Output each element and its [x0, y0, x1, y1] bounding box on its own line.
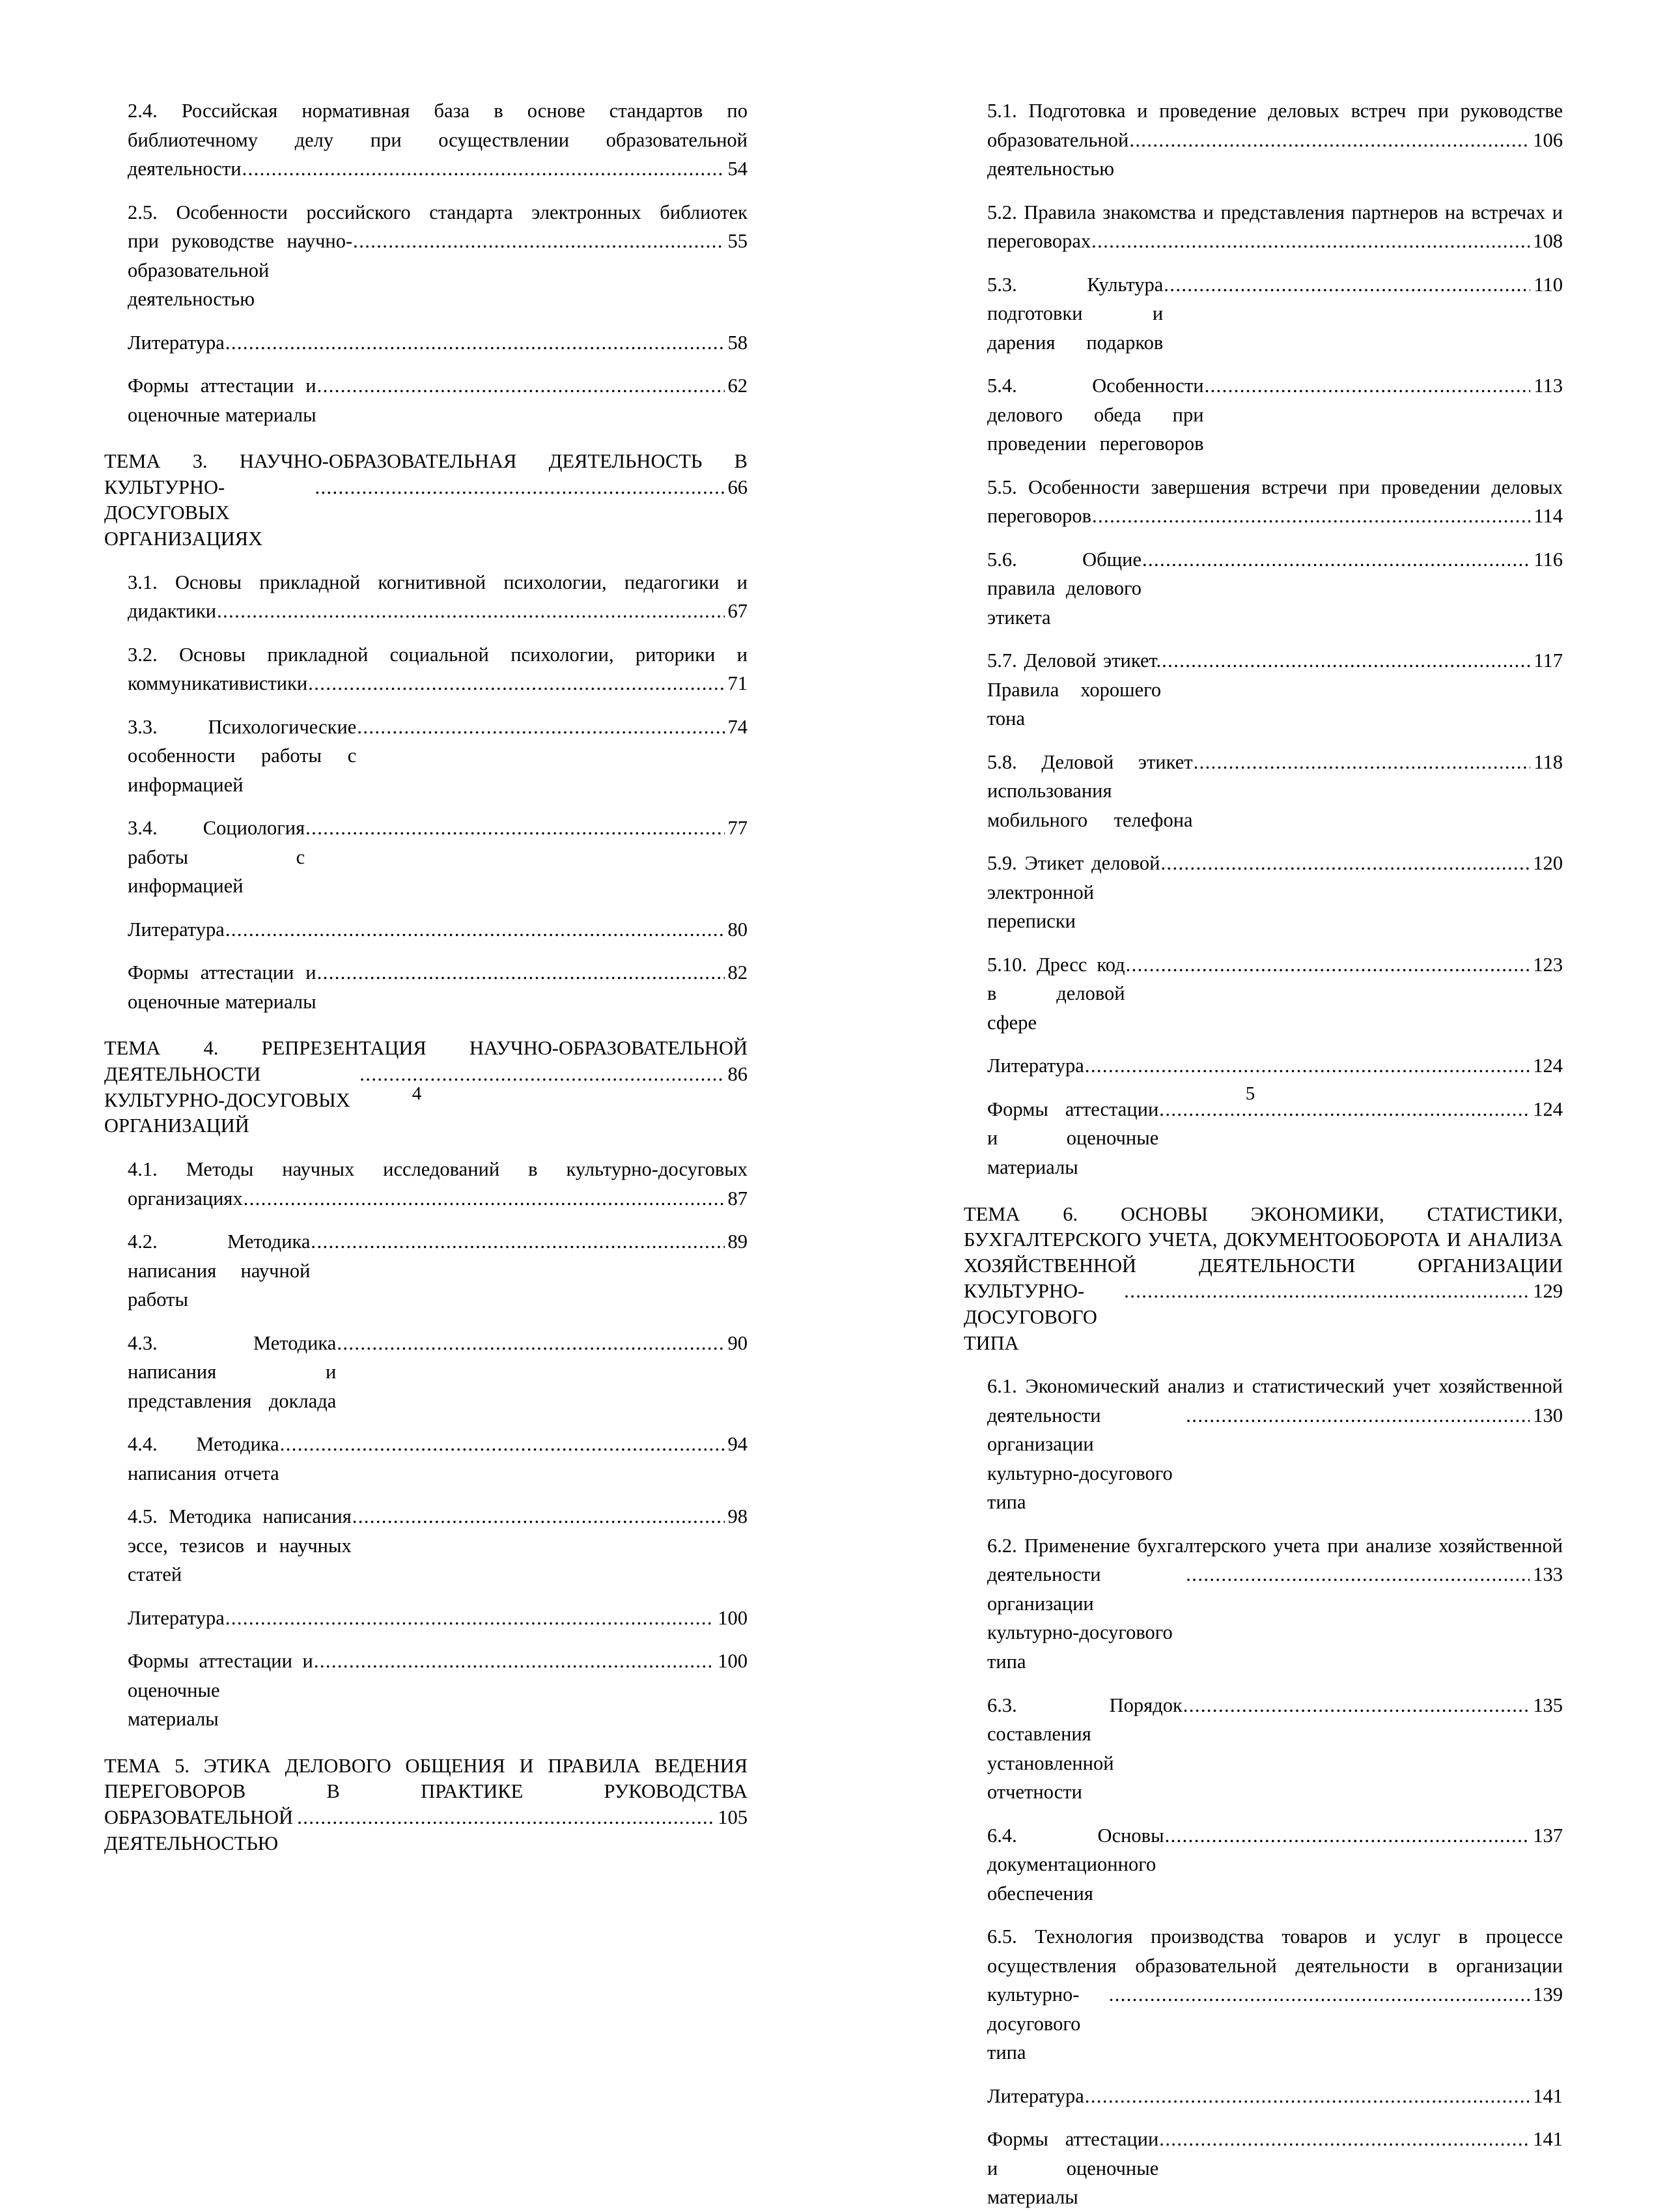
toc-sub-entry[interactable] [104, 1155, 748, 1213]
leader-dots [317, 371, 725, 401]
toc-entry-page-number: 58 [727, 331, 748, 354]
toc-entry-last-line [964, 1279, 1563, 1356]
toc-entry-title: 5.4. Особенности делового обеда при проведении переговоров [987, 375, 1209, 455]
toc-entry-page-number: 62 [727, 375, 748, 397]
toc-entry-last-line [987, 1095, 1563, 1182]
toc-entry-page-number: 87 [727, 1187, 748, 1210]
toc-entry-line: ТЕМА 6. ОСНОВЫ ЭКОНОМИКИ, СТАТИСТИКИ, [964, 1202, 1563, 1225]
toc-entry-title: Литература [128, 331, 225, 354]
toc-sub-entry[interactable] [964, 1531, 1563, 1677]
toc-entry-title: 5.6. Общие правила делового этикета [987, 548, 1147, 629]
toc-entry-title: Литература [987, 2084, 1084, 2107]
toc-sub-entry[interactable] [964, 1095, 1563, 1182]
leader-dots [353, 227, 724, 256]
toc-sub-entry[interactable] [104, 713, 748, 800]
toc-entry-page-number: 67 [727, 600, 748, 623]
toc-entry-title: культурно-досугового типа [987, 1983, 1086, 2064]
toc-entry-page-number: 133 [1533, 1563, 1563, 1586]
toc-entry-line: 6.2. Применение бухгалтерского учета при анализе хозяйственной [987, 1534, 1563, 1557]
toc-entry-last-line [987, 371, 1563, 459]
toc-theme-entry[interactable] [104, 449, 748, 552]
toc-entry-page-number: 108 [1533, 230, 1563, 253]
toc-entry-line: осуществления образовательной деятельности в организации [987, 1954, 1563, 1977]
leader-dots [1194, 748, 1531, 777]
toc-entry-last-line [987, 849, 1563, 936]
toc-sub-entry[interactable] [964, 1691, 1563, 1807]
toc-entry-last-line [128, 154, 748, 184]
toc-entry-page-number: 117 [1534, 649, 1563, 672]
toc-entry-title: 6.3. Порядок составления установленной отчетности [987, 1694, 1188, 1804]
toc-entry-last-line [104, 1805, 748, 1856]
toc-entry-title: Формы аттестации и оценочные материалы [987, 2128, 1164, 2209]
toc-entry-title: 5.3. Культура подготовки и дарения подарков [987, 273, 1169, 354]
toc-entry-page-number: 106 [1533, 128, 1563, 151]
toc-entry-page-number: 98 [727, 1505, 748, 1528]
toc-entry-title: 4.4. Методика написания отчета [128, 1433, 285, 1484]
toc-entry-last-line [987, 1401, 1563, 1517]
leader-dots [1159, 2125, 1530, 2154]
toc-entry-title: Литература [128, 1606, 225, 1629]
leader-dots [305, 814, 724, 843]
toc-entry-page-number: 80 [727, 918, 748, 941]
toc-entry-title: Формы аттестации и оценочные материалы [987, 1098, 1164, 1178]
toc-entry-title: Формы аттестации и оценочные материалы [128, 375, 322, 426]
toc-entry-title: Литература [128, 918, 225, 941]
toc-sub-entry[interactable] [964, 1372, 1563, 1517]
toc-entry-title: 5.8. Деловой этикет использования мобильного телефона [987, 750, 1198, 831]
page-number-left: 4 [412, 1083, 422, 1104]
toc-entry-last-line [128, 1184, 748, 1213]
toc-entry-page-number: 113 [1534, 375, 1563, 397]
toc-sub-entry[interactable] [964, 1922, 1563, 2067]
toc-entry-line: 6.5. Технология производства товаров и услуг в процессе [987, 1925, 1563, 1948]
toc-entry-title: образовательной деятельностью [987, 128, 1134, 180]
toc-entry-page-number: 100 [718, 1650, 748, 1673]
leader-dots [1186, 1560, 1530, 1589]
toc-entry-title: переговоров [987, 505, 1091, 528]
toc-sub-entry[interactable] [964, 96, 1563, 184]
toc-sub-entry[interactable] [964, 748, 1563, 835]
toc-entry-page-number: 55 [727, 230, 748, 253]
toc-entry-page-number: 94 [727, 1433, 748, 1456]
leader-dots [1126, 950, 1530, 980]
toc-entry-page-number: 135 [1533, 1694, 1563, 1716]
toc-entry-page-number: 123 [1533, 953, 1563, 976]
toc-entry-last-line [987, 2082, 1563, 2111]
toc-entry-last-line [128, 1329, 748, 1416]
leader-dots [1091, 227, 1530, 256]
toc-sub-entry[interactable] [964, 1051, 1563, 1081]
toc-entry-last-line [128, 713, 748, 800]
toc-entry-page-number: 82 [727, 961, 748, 984]
toc-entry-line: 5.1. Подготовка и проведение деловых встреч при руководстве [987, 100, 1563, 122]
leader-dots [1092, 502, 1530, 531]
toc-entry-last-line [128, 1430, 748, 1488]
toc-entry-page-number: 54 [727, 158, 748, 180]
toc-list-right [964, 96, 1563, 2212]
toc-entry-last-line [987, 646, 1563, 733]
toc-entry-line: ТЕМА 5. ЭТИКА ДЕЛОВОГО ОБЩЕНИЯ И ПРАВИЛА ВЕДЕНИЯ [104, 1754, 748, 1777]
toc-entry-title: Формы аттестации и оценочные материалы [128, 961, 322, 1013]
toc-entry-last-line [987, 2125, 1563, 2212]
toc-entry-line: БУХГАЛТЕРСКОГО УЧЕТА, ДОКУМЕНТООБОРОТА И АНАЛИЗА [964, 1228, 1563, 1251]
toc-entry-title: 4.5. Методика написания эссе, тезисов и научных статей [128, 1505, 357, 1586]
toc-entry-page-number: 137 [1533, 1824, 1563, 1847]
toc-sub-entry[interactable] [964, 371, 1563, 459]
toc-sub-entry[interactable] [964, 2082, 1563, 2111]
leader-dots [225, 1604, 714, 1633]
toc-entry-page-number: 120 [1533, 852, 1563, 875]
toc-sub-entry[interactable] [104, 915, 748, 944]
toc-sub-entry[interactable] [964, 270, 1563, 358]
leader-dots [337, 1329, 724, 1358]
toc-entry-title: при руководстве научно-образовательной деятельностью [128, 230, 353, 311]
toc-sub-entry[interactable] [964, 1821, 1563, 1908]
page-right [834, 0, 1667, 2209]
toc-list-left [104, 96, 748, 1856]
toc-entry-line: 3.1. Основы прикладной когнитивной психологии, педагогики и [128, 571, 748, 593]
toc-sub-entry[interactable] [964, 545, 1563, 632]
toc-sub-entry[interactable] [104, 814, 748, 901]
toc-sub-entry[interactable] [104, 1647, 748, 1734]
toc-sub-entry[interactable] [104, 958, 748, 1016]
toc-entry-last-line [987, 950, 1563, 1038]
toc-entry-page-number: 110 [1534, 273, 1563, 296]
toc-entry-page-number: 100 [718, 1606, 748, 1629]
toc-entry-page-number: 89 [727, 1230, 748, 1253]
toc-entry-last-line [128, 1502, 748, 1589]
toc-entry-page-number: 139 [1533, 1983, 1563, 2006]
toc-sub-entry[interactable] [104, 1329, 748, 1416]
leader-dots [1160, 849, 1530, 878]
toc-entry-line: ХОЗЯЙСТВЕННОЙ ДЕЯТЕЛЬНОСТИ ОРГАНИЗАЦИИ [964, 1254, 1563, 1277]
leader-dots [308, 669, 724, 698]
toc-entry-last-line [128, 1647, 748, 1734]
toc-sub-entry[interactable] [104, 1430, 748, 1488]
toc-entry-last-line [987, 545, 1563, 632]
leader-dots [1186, 1401, 1530, 1430]
toc-entry-line: 2.4. Российская нормативная база в основе стандартов по [128, 100, 748, 122]
toc-entry-last-line [128, 1604, 748, 1633]
toc-entry-title: 4.3. Методика написания и представления доклада [128, 1331, 342, 1412]
leader-dots [1085, 1051, 1530, 1081]
toc-entry-title: 5.10. Дресс код в деловой сфере [987, 953, 1130, 1034]
leader-dots [242, 154, 725, 184]
toc-entry-title: переговорах [987, 230, 1091, 253]
toc-entry-last-line [128, 915, 748, 944]
toc-entry-title: 5.7. Деловой этикет. Правила хорошего тона [987, 649, 1167, 730]
toc-entry-page-number: 129 [1533, 1280, 1563, 1303]
leader-dots [314, 1647, 714, 1676]
toc-entry-last-line [987, 748, 1563, 835]
toc-entry-page-number: 141 [1533, 2128, 1563, 2151]
toc-sub-entry[interactable] [964, 849, 1563, 936]
toc-entry-title: КУЛЬТУРНО-ДОСУГОВЫХ ОРГАНИЗАЦИЯХ [104, 475, 263, 550]
toc-entry-page-number: 74 [727, 715, 748, 738]
toc-sub-entry[interactable] [964, 198, 1563, 256]
leader-dots [357, 713, 724, 742]
leader-dots [1142, 545, 1530, 574]
leader-dots [217, 597, 724, 626]
toc-entry-last-line [987, 1560, 1563, 1676]
toc-entry-page-number: 124 [1533, 1055, 1563, 1077]
toc-entry-page-number: 77 [727, 817, 748, 840]
toc-entry-last-line [128, 597, 748, 626]
page-number-right: 5 [1245, 1083, 1255, 1104]
leader-dots [1205, 371, 1531, 401]
leader-dots [280, 1430, 725, 1459]
toc-entry-page-number: 116 [1534, 548, 1563, 571]
leader-dots [1164, 270, 1530, 300]
leader-dots [1124, 1279, 1530, 1305]
toc-entry-last-line [987, 227, 1563, 256]
toc-entry-title: 3.3. Психологические особенности работы с информацией [128, 715, 362, 796]
leader-dots [225, 328, 725, 358]
toc-entry-last-line [987, 126, 1563, 184]
toc-entry-last-line [987, 270, 1563, 358]
toc-entry-page-number: 141 [1533, 2084, 1563, 2107]
leader-dots [1162, 646, 1530, 675]
page-left [0, 0, 834, 1854]
toc-entry-page-number: 66 [727, 475, 748, 498]
toc-entry-title: деятельности [128, 158, 242, 180]
toc-entry-line: библиотечному делу при осуществлении образовательной [128, 128, 748, 151]
leader-dots [225, 915, 725, 944]
toc-entry-last-line [987, 1051, 1563, 1081]
toc-entry-page-number: 71 [727, 672, 748, 695]
toc-entry-title: 6.4. Основы документационного обеспечения [987, 1824, 1170, 1905]
toc-sub-entry[interactable] [104, 1227, 748, 1314]
toc-entry-line: 6.1. Экономический анализ и статистический учет хозяйственной [987, 1375, 1563, 1398]
toc-entry-last-line [128, 669, 748, 698]
toc-entry-last-line [128, 958, 748, 1016]
toc-entry-line: ТЕМА 3. НАУЧНО-ОБРАЗОВАТЕЛЬНАЯ ДЕЯТЕЛЬНОСТЬ В [104, 450, 748, 473]
toc-entry-title: КУЛЬТУРНО-ДОСУГОВОГО ТИПА [964, 1280, 1103, 1354]
toc-entry-line: ТЕМА 4. РЕПРЕЗЕНТАЦИЯ НАУЧНО-ОБРАЗОВАТЕЛЬНОЙ [104, 1037, 748, 1060]
toc-entry-line: 5.5. Особенности завершения встречи при проведении деловых [987, 475, 1563, 498]
toc-entry-last-line [987, 1980, 1563, 2067]
toc-entry-title: организациях [128, 1187, 243, 1210]
toc-entry-last-line [104, 475, 748, 552]
toc-entry-last-line [987, 1821, 1563, 1908]
leader-dots [1129, 126, 1530, 155]
toc-entry-title: 5.9. Этикет деловой электронной переписки [987, 852, 1166, 933]
toc-sub-entry[interactable] [964, 646, 1563, 733]
toc-entry-title: Литература [987, 1055, 1084, 1077]
toc-entry-title: ДЕЯТЕЛЬНОСТИ КУЛЬТУРНО-ДОСУГОВЫХ ОРГАНИЗАЦИЙ [104, 1063, 356, 1137]
toc-entry-title: 3.4. Социология работы с информацией [128, 817, 311, 898]
toc-sub-entry[interactable] [964, 473, 1563, 531]
leader-dots [352, 1502, 725, 1531]
toc-entry-title: 4.2. Методика написания научной работы [128, 1230, 316, 1311]
toc-entry-line: ПЕРЕГОВОРОВ В ПРАКТИКЕ РУКОВОДСТВА [104, 1780, 748, 1803]
leader-dots [1085, 2082, 1530, 2111]
toc-entry-title: коммуникативистики [128, 672, 308, 695]
leader-dots [311, 1227, 724, 1256]
toc-theme-entry[interactable] [964, 1202, 1563, 1357]
toc-entry-line: 2.5. Особенности российского стандарта электронных библиотек [128, 201, 748, 223]
toc-entry-page-number: 124 [1533, 1098, 1563, 1120]
toc-theme-entry[interactable] [104, 1753, 748, 1857]
leader-dots [297, 1805, 714, 1831]
leader-dots [1183, 1691, 1530, 1720]
toc-entry-page-number: 118 [1534, 750, 1563, 773]
toc-entry-page-number: 86 [727, 1063, 748, 1086]
toc-sub-entry[interactable] [104, 640, 748, 698]
toc-entry-page-number: 90 [727, 1331, 748, 1354]
toc-entry-last-line [128, 814, 748, 901]
toc-sub-entry[interactable] [104, 198, 748, 314]
leader-dots [315, 475, 724, 501]
toc-entry-last-line [128, 227, 748, 314]
leader-dots [1109, 1980, 1530, 2009]
toc-entry-page-number: 114 [1534, 505, 1563, 528]
toc-sub-entry[interactable] [104, 328, 748, 358]
toc-sub-entry[interactable] [104, 371, 748, 429]
toc-entry-line: 5.2. Правила знакомства и представления партнеров на встречах и [987, 201, 1563, 223]
toc-sub-entry[interactable] [964, 950, 1563, 1038]
toc-entry-title: деятельности организации культурно-досугового типа [987, 1404, 1179, 1514]
toc-entry-last-line [987, 1691, 1563, 1807]
leader-dots [1165, 1821, 1530, 1850]
toc-entry-last-line [128, 1227, 748, 1314]
toc-entry-page-number: 130 [1533, 1404, 1563, 1426]
toc-entry-line: 3.2. Основы прикладной социальной психологии, риторики и [128, 643, 748, 666]
toc-entry-title: Формы аттестации и оценочные материалы [128, 1650, 319, 1731]
toc-sub-entry[interactable] [104, 1604, 748, 1633]
toc-entry-line: 4.1. Методы научных исследований в культурно-досуговых [128, 1157, 748, 1180]
toc-entry-title: ОБРАЗОВАТЕЛЬНОЙ ДЕЯТЕЛЬНОСТЬЮ [104, 1806, 299, 1854]
toc-entry-title: дидактики [128, 600, 217, 623]
toc-entry-last-line [128, 328, 748, 358]
toc-sub-entry[interactable] [104, 96, 748, 184]
toc-entry-last-line [987, 502, 1563, 531]
toc-sub-entry[interactable] [104, 1502, 748, 1589]
toc-entry-last-line [128, 371, 748, 429]
leader-dots [317, 958, 725, 987]
toc-entry-page-number: 105 [718, 1806, 748, 1829]
toc-sub-entry[interactable] [964, 2125, 1563, 2212]
toc-sub-entry[interactable] [104, 568, 748, 626]
leader-dots [244, 1184, 725, 1213]
toc-entry-title: деятельности организации культурно-досугового типа [987, 1563, 1179, 1673]
